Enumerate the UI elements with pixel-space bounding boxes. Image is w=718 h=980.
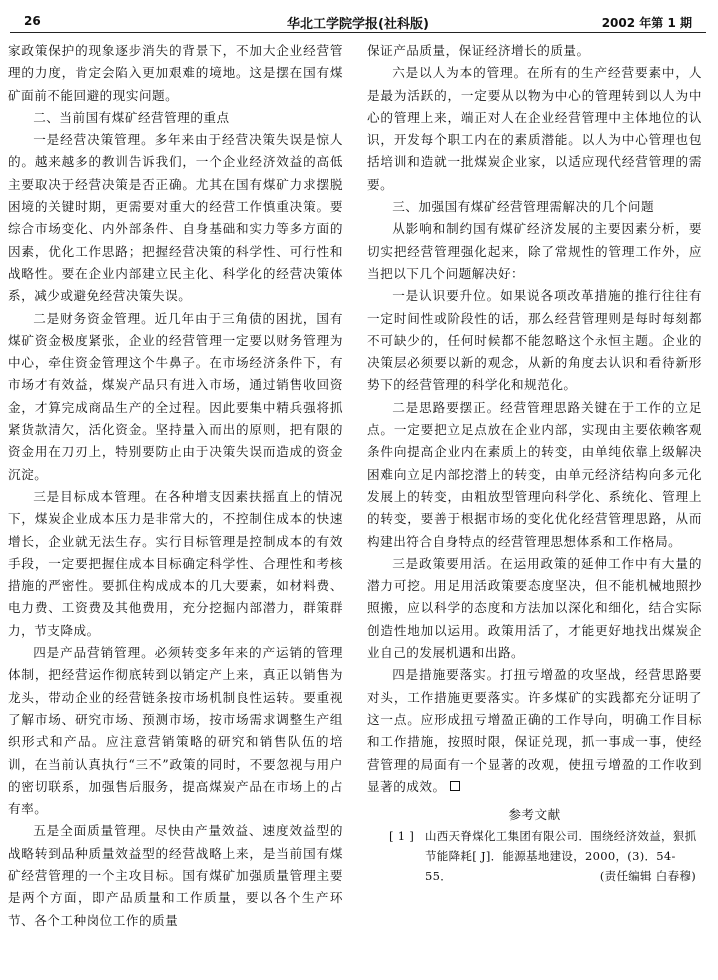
paragraph-text: 三是政策要用活。在运用政策的延伸工作中有大量的潜力可挖。用足用活政策要态度坚决，但不能机械地照抄照搬，应以科学的态度和方法加以深化和细化，结合实际创造性地加以运用。政策用活了，才能更好地找出煤炭企业自己的发展机遇和出路。 [367,555,702,661]
reference-item-1 [367,826,702,886]
paragraph-text: 三是目标成本管理。在各种增支因素扶摇直上的情况下，煤炭企业成本压力是非常大的，不控制住成本的快速增长，企业就无法生存。实行目标管理是控制成本的有效手段，一定要把握住成本目标确定科学性、合理性和考核措施的严密性。要抓住构成成本的几大要素，如材料费、电力费、工资费及其他费用，充分挖掘内部潜力，群策群力，节支降成。 [8,488,343,638]
reference-number: [ 1 ] [389,829,415,844]
body-paragraph [8,129,343,307]
paragraph-text: 六是以人为本的管理。在所有的生产经营要素中，人是最为活跃的，一定要从以物为中心的管理转到以人为中心的管理上来，端正对人在企业经营管理中主体地位的认识，开发每个职工内在的素质潜能。以人为中心管理也包括培训和造就一批煤炭企业家，以适应现代经营管理的需要。 [367,65,702,192]
section-heading [8,107,343,129]
body-paragraph [367,553,702,664]
journal-title: 华北工学院学报(社科版) [287,17,429,32]
paragraph-text: 一是经营决策管理。多年来由于经营决策失误是惊人的。越来越多的教训告诉我们，一个企业经济效益的高低主要取决于经营决策是否正确。尤其在国有煤矿力求摆脱困境的关键时期，更需要对重大的经营工作慎重决策。要综合市场变化、内外部条件、自身基础和实力等多方面的因素，优化工作思路；把握经营决策的科学性、可行性和战略性。要在企业内部建立民主化、科学化的经营决策体系，减少或避免经营决策失误。 [8,132,343,304]
paragraph-text: 四是措施要落实。打扭亏增盈的攻坚战，经营思路要对头，工作措施更要落实。许多煤矿的实践都充分证明了这一点。应形成扭亏增盈正确的工作导向，明确工作目标和工作措施，按照时限，保证兑现，抓一事成一事，使经营管理的局面有一个显著的改观，使扭亏增盈的工作收到显著的成效。 [367,667,702,794]
right-column-body [367,40,702,798]
editor-note: (责任编辑 白春穆) [599,869,696,884]
body-paragraph [8,486,343,642]
right-column [367,40,702,886]
left-column [8,40,343,932]
body-paragraph [8,40,343,107]
body-paragraph [367,40,702,62]
paragraph-text: 二是思路要摆正。经营管理思路关键在于工作的立足点。一定要把立足点放在企业内部，实现由主要依赖客观条件向提高企业内在素质上的转变，由单纯依靠上级解决困难向立足内部挖潜上的转变，由单元经济结构向多元化发展上的转变，由粗放型管理向科学化、系统化、管理上的转变，要善于根据市场的变化优化经营管理思路，从而构建出符合自身特点的经营管理思想体系和工作格局。 [367,399,702,549]
body-paragraph [367,218,702,285]
body-paragraph [367,664,702,798]
paragraph-text: 家政策保护的现象逐步消失的背景下，不加大企业经营管理的力度，肯定会陷入更加艰难的境地。这是摆在国有煤矿面前不能回避的现实问题。 [8,43,343,103]
paragraph-text: 从影响和制约国有煤矿经济发展的主要因素分析，要切实把经营管理强化起来，除了常规性的管理工作外，应当把以下几个问题解决好： [367,221,702,281]
paragraph-text: 四是产品营销管理。必须转变多年来的产运销的管理体制，把经营运作彻底转到以销定产上来，真正以销售为龙头，带动企业的经营链条按市场机制良性运转。要重视了解市场、研究市场、预测市场，按市场需求调整生产组织形式和产品。应注意营销策略的研究和销售队伍的培训，在当前认真执行“三不”政策的同时，不要忽视与用户的密切联系，加强售后服务，提高煤炭产品在市场上的占有率。 [8,645,343,817]
section-heading [367,196,702,218]
paragraph-text: 五是全面质量管理。尽快由产量效益、速度效益型的战略转到品种质量效益型的经营战略上来，是当前国有煤矿经营管理的一个主攻目标。国有煤矿加强质量管理主要是两个方面，即产品质量和工作质量，要以各个生产环节、各个工种岗位工作的质量 [8,823,343,928]
issue-label: 2002 年第 1 期 [601,16,692,30]
body-paragraph [367,397,702,553]
references-title: 参考文献 [508,807,561,823]
paragraph-text: 二是财务资金管理。近几年由于三角债的困扰，国有煤矿资金极度紧张，企业的经营管理一定要以财务管理为中心，牵住资金管理这个牛鼻子。在市场经济条件下，有市场才有效益，煤炭产品只有进入市场，通过销售收回资金，才算完成商品生产的全过程。因此要集中精兵强将抓紧货款清欠，活化资金。坚持量入而出的原则，把有限的资金用在刀刃上，特别要防止由于决策失误而造成的资金沉淀。 [8,310,343,482]
body-paragraph [367,285,702,396]
body-paragraph [8,308,343,486]
body-paragraph [8,820,343,931]
paragraph-text: 保证产品质量，保证经济增长的质量。 [367,43,590,58]
paragraph-text: 二、当前国有煤矿经营管理的重点 [33,109,230,125]
body-paragraph [367,62,702,196]
end-mark-icon [450,781,460,791]
page-number: 26 [24,14,41,28]
running-header [10,12,706,33]
paragraph-text: 三、加强国有煤矿经营管理需解决的几个问题 [392,199,655,215]
paragraph-text: 一是认识要升位。如果说各项改革措施的推行往往有一定时间性或阶段性的话，那么经营管理则是每时每刻都不可缺少的，任何时候都不能忽略这个永恒主题。企业的决策层必须要以新的观念，从新的角度去认识和看待新形势下的经营管理的科学化和规范化。 [367,288,702,393]
body-paragraph [8,642,343,820]
reference-text: 山西天脊煤化工集团有限公司．围绕经济效益，狠抓节能降耗[ J]．能源基地建设，2000，(3)．54-55． [425,829,697,884]
